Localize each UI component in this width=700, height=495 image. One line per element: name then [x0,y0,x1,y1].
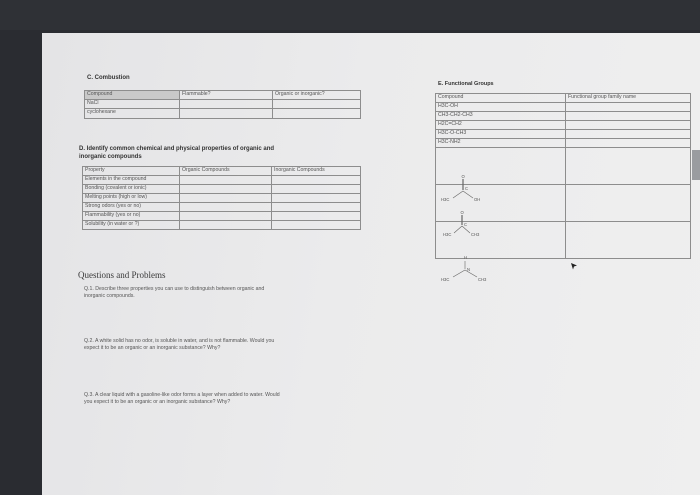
molecule-ketone [443,210,480,237]
svg-text:H3C: H3C [441,277,450,282]
header-compound: Compound [85,91,180,100]
compound-row: CH3-CH2-CH3 [436,112,566,121]
header-property: Property [83,167,180,176]
property-row: Solubility (in water or ?) [83,221,180,230]
svg-text:CH3: CH3 [478,277,487,282]
monitor-bezel [0,0,700,30]
questions-heading: Questions and Problems [78,270,166,280]
svg-text:O: O [461,174,465,179]
molecule-acid [441,174,480,202]
compound-row: H3C-NH2 [436,139,566,148]
svg-text:H3C: H3C [441,197,450,202]
header-organic-inorganic: Organic or inorganic? [273,91,361,100]
svg-text:OH: OH [474,197,481,202]
molecule-amine [441,255,487,282]
header-flammable: Flammable? [180,91,273,100]
header-organic: Organic Compounds [180,167,272,176]
question-3: Q.3. A clear liquid with a gasoline-like odor forms a layer when added to water. Would you expect it to be an organic or an inorganic substance? Why? [84,392,280,405]
header-inorganic: Inorganic Compounds [272,167,361,176]
question-1: Q.1. Describe three properties you can use to distinguish between organic and inorganic compounds. [84,286,265,299]
section-d-title: D. Identify common chemical and physical properties of organic and inorganic compounds [79,146,275,160]
svg-text:H3C: H3C [443,232,452,237]
svg-text:O: O [460,210,464,215]
combustion-table [84,90,361,119]
property-row: Strong odors (yes or no) [83,203,180,212]
compound-row: H3C-OH [436,103,566,112]
svg-text:C: C [464,222,468,227]
property-row: Bonding (covalent or ionic) [83,185,180,194]
molecule-drawings [435,170,561,295]
section-e-title: E. Functional Groups [438,81,494,87]
row-nacl: NaCl [85,100,180,109]
svg-text:C: C [465,186,469,191]
properties-table [82,166,361,230]
header-family-name: Functional group family name [566,94,691,103]
compound-row: H2C=CH2 [436,121,566,130]
property-row: Elements in the compound [83,176,180,185]
compound-row: H3C-O-CH3 [436,130,566,139]
svg-text:H: H [464,255,468,260]
mouse-cursor-icon [570,262,578,270]
section-c-title: C. Combustion [87,75,130,81]
property-row: Flammability (yes or no) [83,212,180,221]
header-compound-e: Compound [436,94,566,103]
svg-text:N: N [467,267,471,272]
question-2: Q.2. A white solid has no odor, is soluble in water, and is not flammable. Would you expect it to be an organic or an inorganic substance? Why? [84,338,275,351]
screen-edge-mark [692,150,700,180]
svg-text:CH3: CH3 [471,232,480,237]
row-cyclohexane: cyclohexane [85,109,180,119]
property-row: Melting points (high or low) [83,194,180,203]
